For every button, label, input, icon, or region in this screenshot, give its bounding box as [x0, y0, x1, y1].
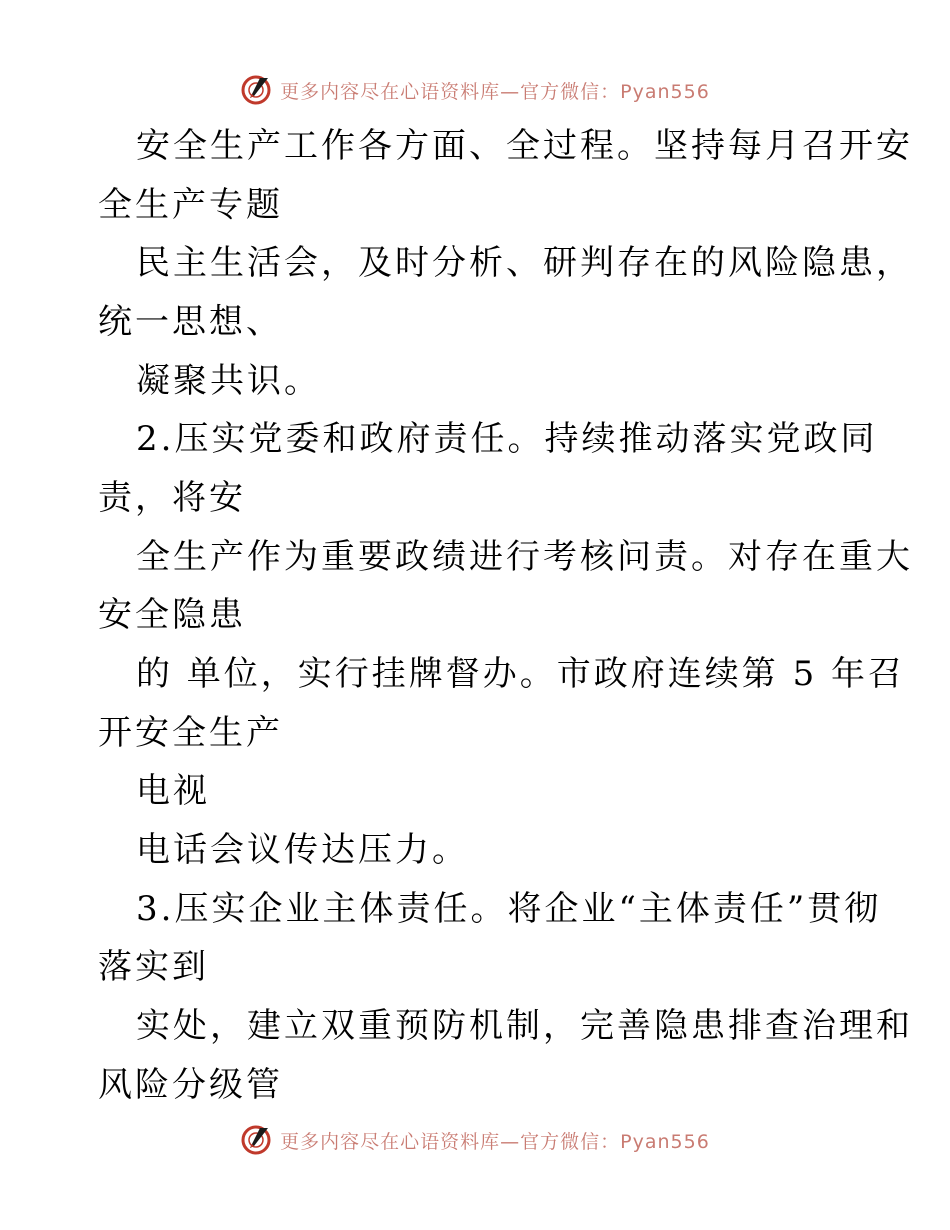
watermark-text: 更多内容尽在心语资料库—官方微信：Pyan556 — [280, 80, 710, 103]
text-line: 实处，建立双重预防机制，完善隐患排查治理和 — [136, 1006, 913, 1046]
pen-logo-icon — [240, 74, 272, 106]
text-line: 电视 — [136, 771, 210, 811]
text-line: 安全生产工作各方面、全过程。坚持每月召开安 — [136, 126, 913, 166]
text-line: 全生产作为重要政绩进行考核问责。对存在重大 — [136, 537, 913, 577]
text-line: 开安全生产 — [98, 713, 283, 753]
header-watermark — [0, 70, 950, 110]
text-line: 全生产专题 — [98, 185, 283, 225]
footer-watermark — [0, 1120, 950, 1160]
text-line: 的 单位，实行挂牌督办。市政府连续第 5 年召 — [136, 654, 906, 694]
text-line: 2.压实党委和政府责任。持续推动落实党政同 — [136, 419, 878, 459]
watermark-text: 更多内容尽在心语资料库—官方微信：Pyan556 — [280, 1130, 710, 1153]
text-line: 3.压实企业主体责任。将企业“主体责任”贯彻 — [136, 889, 882, 929]
text-line: 责，将安 — [98, 478, 246, 518]
text-line: 风险分级管 — [98, 1065, 283, 1105]
pen-logo-icon — [240, 1124, 272, 1156]
text-line: 落实到 — [98, 947, 209, 987]
text-line: 凝聚共识。 — [136, 361, 321, 401]
text-line: 民主生活会，及时分析、研判存在的风险隐患， — [136, 243, 913, 283]
text-line: 电话会议传达压力。 — [136, 830, 469, 870]
text-line: 统一思想、 — [98, 302, 283, 342]
text-line: 安全隐患 — [98, 595, 246, 635]
